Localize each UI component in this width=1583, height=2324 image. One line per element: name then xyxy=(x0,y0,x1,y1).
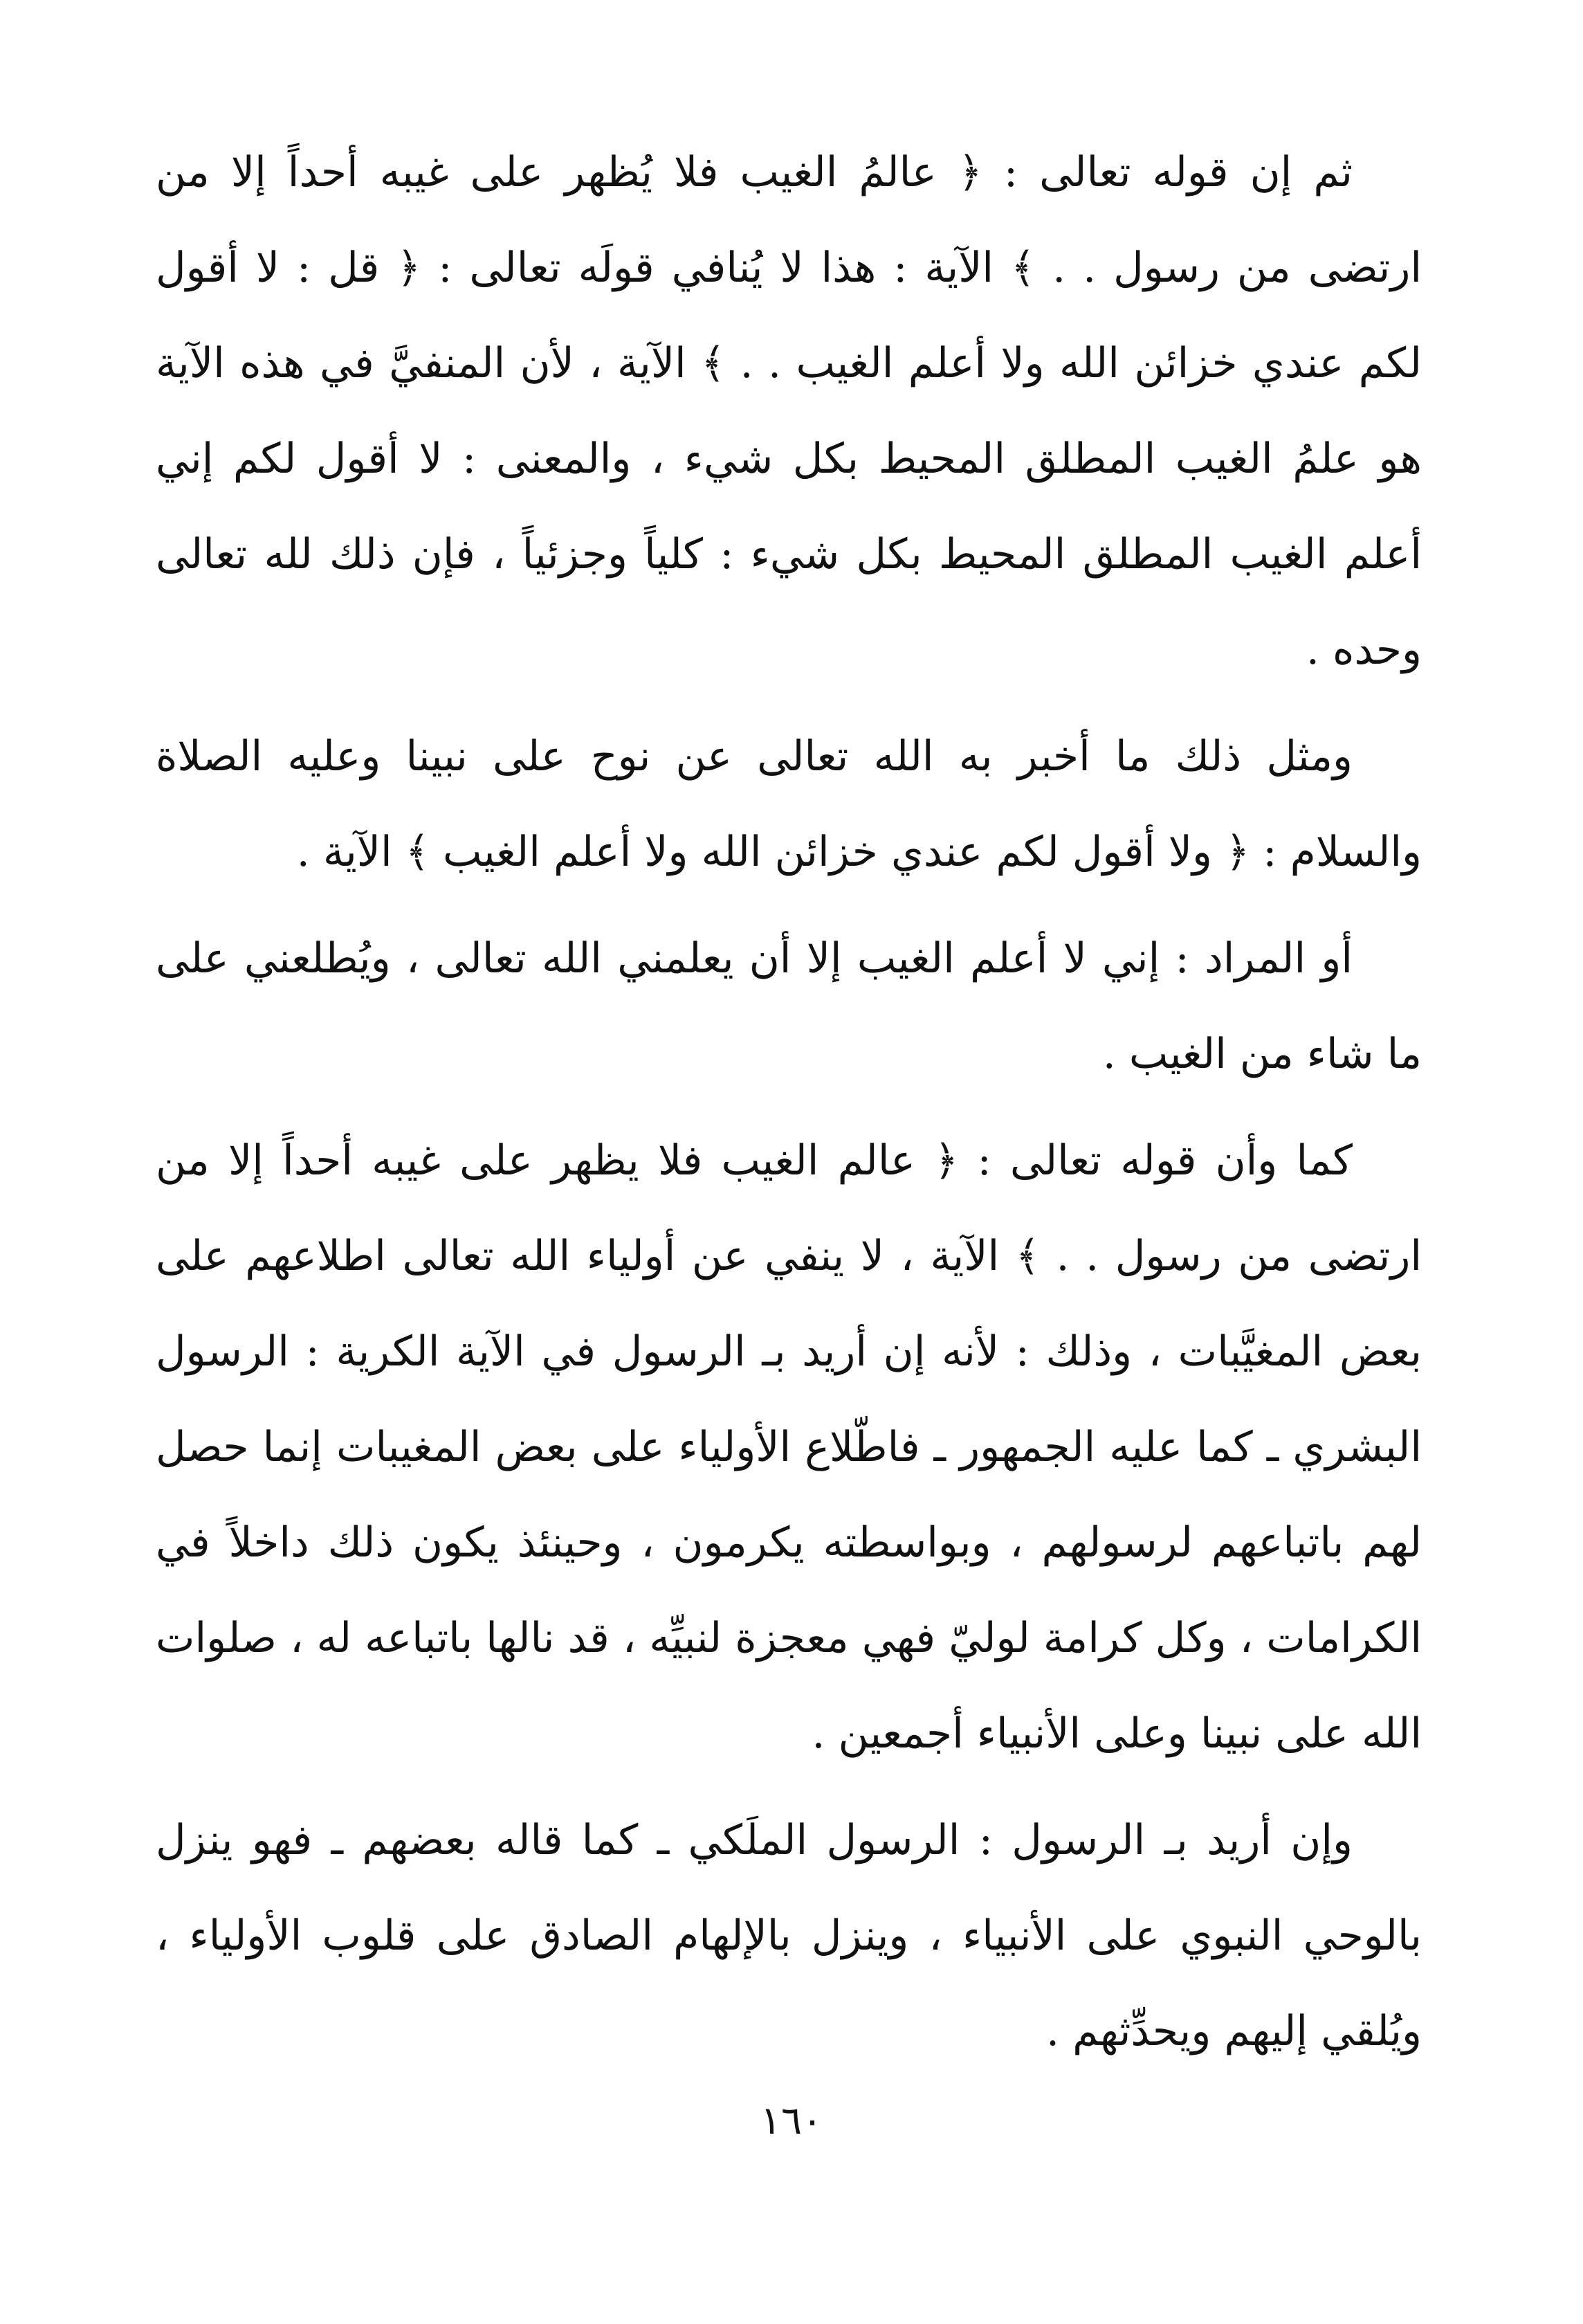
paragraph-4: كما وأن قوله تعالى : ﴿ عالم الغيب فلا يظهر على غيبه أحداً إلا من ارتضى من رسول . . ﴾ الآية ، لا ينفي عن أولياء الله تعالى اطلاعهم على بعض المغيَّبات ، وذلك : لأنه إن أريد بـ الرسول في الآية الكرية : الرسول البشري ـ كما عليه الجمهور ـ فاطّلاع الأولياء على بعض المغيبات إنما حصل لهم باتباعهم لرسولهم ، وبواسطته يكرمون ، وحينئذ يكون ذلك داخلاً في الكرامات ، وكل كرامة لوليّ فهي معجزة لنبيِّه ، قد نالها باتباعه له ، صلوات الله على نبينا وعلى الأنبياء أجمعين . xyxy=(156,1136,1422,1758)
paragraph-1: ثم إن قوله تعالى : ﴿ عالمُ الغيب فلا يُظهر على غيبه أحداً إلا من ارتضى من رسول . . ﴾ الآية : هذا لا يُنافي قولَه تعالى : ﴿ قل : لا أقول لكم عندي خزائن الله ولا أعلم الغيب . . ﴾ الآية ، لأن المنفيَّ في هذه الآية هو علمُ الغيب المطلق المحيط بكل شيء ، والمعنى : لا أقول لكم إني أعلم الغيب المطلق المحيط بكل شيء : كلياً وجزئياً ، فإن ذلك لله تعالى وحده . xyxy=(156,148,1422,674)
paragraph-3: أو المراد : إني لا أعلم الغيب إلا أن يعلمني الله تعالى ، ويُطلعني على ما شاء من الغيب . xyxy=(156,934,1422,1078)
body-text xyxy=(156,125,1422,2090)
page-number: ١٦٠ xyxy=(760,2098,823,2143)
paragraph-2: ومثل ذلك ما أخبر به الله تعالى عن نوح على نبينا وعليه الصلاة والسلام : ﴿ ولا أقول لكم عندي خزائن الله ولا أعلم الغيب ﴾ الآية . xyxy=(156,732,1422,876)
paragraph-5: وإن أريد بـ الرسول : الرسول الملَكي ـ كما قاله بعضهم ـ فهو ينزل بالوحي النبوي على الأنبياء ، وينزل بالإلهام الصادق على قلوب الأولياء ، ويُلقي إليهم ويحدِّثهم . xyxy=(156,1816,1422,2055)
